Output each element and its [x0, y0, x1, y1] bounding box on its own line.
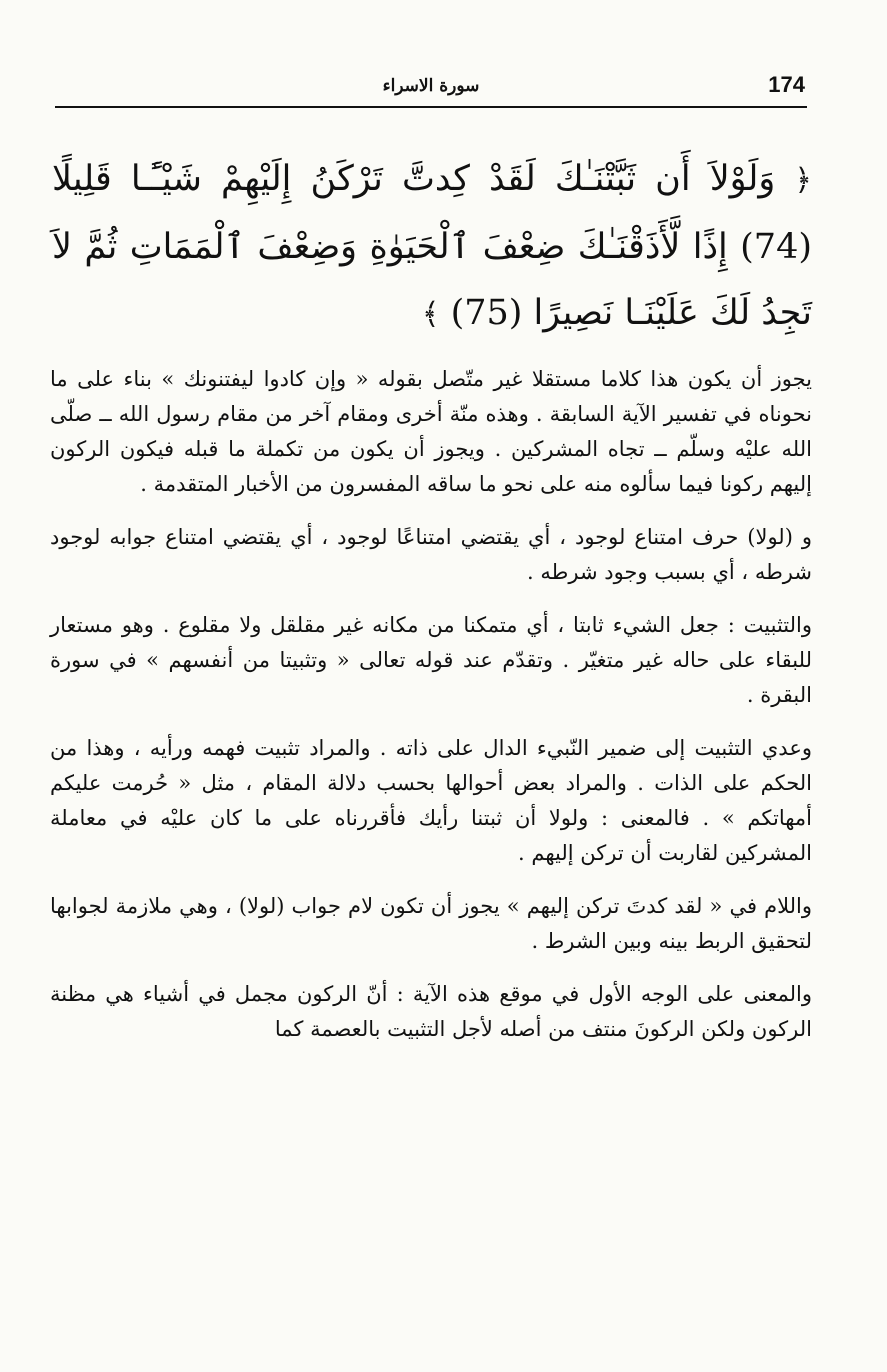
page-number: 174: [768, 72, 805, 97]
commentary-body: [50, 362, 812, 1047]
commentary-paragraph: وعدي التثبيت إلى ضمير النّبيء الدال على ذاته . والمراد تثبيت فهمه ورأيه ، وهذا من الحكم على الذات . والمراد بعض أحوالها بحسب دلالة المقام ، مثل « حُرمت عليكم أمهاتكم » . فالمعنى : ولولا أن ثبتنا رأيك فأقررناه على ما كان عليْه في معاملة المشركين لقاربت أن تركن إليهم .: [50, 736, 812, 865]
verse-close-bracket: ﴾: [421, 297, 440, 332]
commentary-paragraph: واللام في « لقد كدتَ تركن إليهم » يجوز أن تكون لام جواب (لولا) ، وهي ملازمة لجوابها لتحقيق الربط بينه وبين الشرط .: [50, 894, 812, 953]
verse-open-bracket: ﴿: [794, 163, 812, 198]
verse-text: وَلَوْلاَ أَن ثَبَّتْنَـٰكَ لَقَدْ كِدتَّ تَرْكَنُ إِلَيْهِمْ شَيْـًٔـا قَلِيلًا (74) إِذًا لَّأَذَقْنَـٰكَ ضِعْفَ ٱلْحَيَوٰةِ وَضِعْفَ ٱلْمَمَاتِ ثُمَّ لاَ تَجِدُ لَكَ عَلَيْنَـا نَصِيرًا (75): [52, 159, 812, 333]
commentary-paragraph: و (لولا) حرف امتناع لوجود ، أي يقتضي امتناعًا لوجود ، أي يقتضي امتناع جوابه لوجود شرطه ، أي بسبب وجود شرطه .: [50, 525, 812, 584]
commentary-paragraph: والتثبيت : جعل الشيء ثابتا ، أي متمكنا من مكانه غير مقلقل ولا مقلوع . وهو مستعار للبقاء على حاله غير متغيّر . وتقدّم عند قوله تعالى « وتثبيتا من أنفسهم » في سورة البقرة .: [50, 613, 812, 707]
running-title: سورة الاسراء: [382, 76, 480, 96]
page-header: [55, 70, 807, 108]
commentary-paragraph: والمعنى على الوجه الأول في موقع هذه الآية : أنّ الركون مجمل في أشياء هي مظنة الركون ولكن الركونَ منتف من أصله لأجل التثبيت بالعصمة كما: [50, 982, 812, 1041]
quran-verse: [52, 146, 812, 348]
commentary-paragraph: يجوز أن يكون هذا كلاما مستقلا غير متّصل بقوله « وإن كادوا ليفتنونك » بناء على ما نحوناه في تفسير الآية السابقة . وهذه منّة أخرى ومقام آخر من مقام رسول الله ــ صلّى الله عليْه وسلّم ــ تجاه المشركين . ويجوز أن يكون من تكملة ما قبله فيكون الركون إليهم ركونا فيما سألوه منه على نحو ما ساقه المفسرون من الأخبار المتقدمة .: [50, 367, 812, 496]
